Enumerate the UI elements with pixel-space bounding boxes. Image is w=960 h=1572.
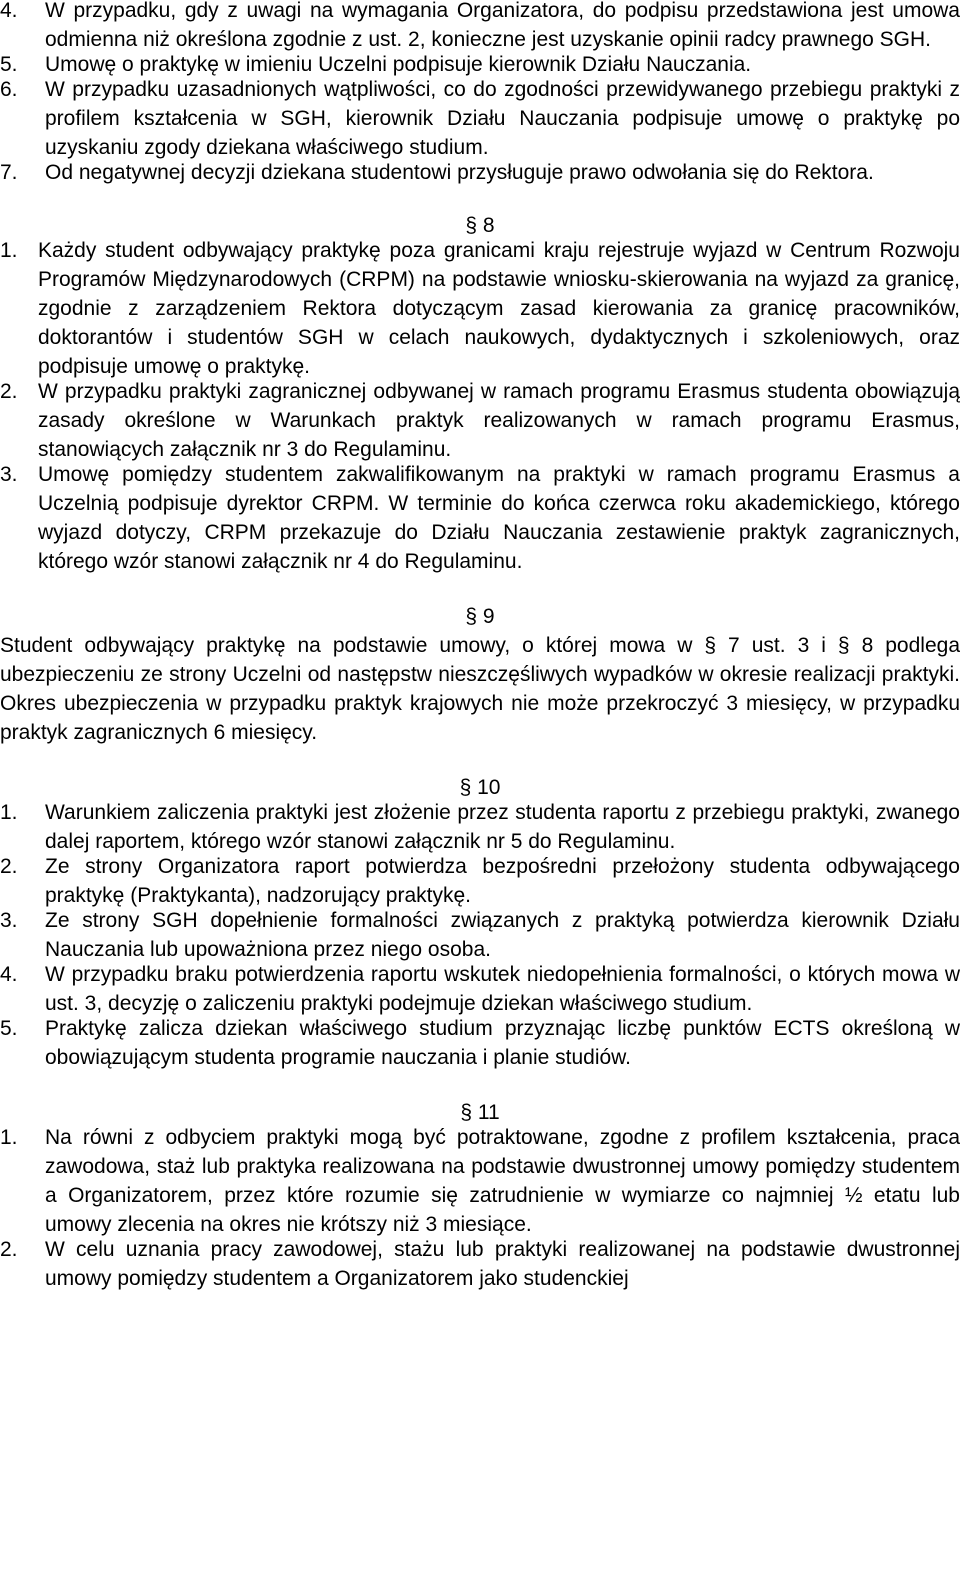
item-number: 7. xyxy=(0,161,18,184)
item-text: Od negatywnej decyzji dziekana studentowi przysługuje prawo odwołania się do Rektora. xyxy=(45,161,874,184)
item-number: 5. xyxy=(0,53,18,76)
item-text: Praktykę zalicza dziekan właściwego studium przyznając liczbę punktów ECTS określoną w obowiązującym studenta programie nauczania i planie studiów. xyxy=(45,1017,960,1069)
section-10 xyxy=(0,773,960,1072)
item-number: 3. xyxy=(0,909,18,932)
item-text: Ze strony Organizatora raport potwierdza bezpośredni przełożony studenta odbywającego praktykę (Praktykanta), nadzorujący praktykę. xyxy=(45,855,960,907)
item-text: W przypadku, gdy z uwagi na wymagania Organizatora, do podpisu przedstawiona jest umowa odmienna niż określona zgodnie z ust. 2, konieczne jest uzyskanie opinii radcy prawnego SGH. xyxy=(45,0,960,51)
list-item xyxy=(0,377,960,464)
list-item xyxy=(0,852,960,910)
section-paragraph: Student odbywający praktykę na podstawie umowy, o której mowa w § 7 ust. 3 i § 8 podlega ubezpieczeniu ze strony Uczelni od następstw nieszczęśliwych wypadków w okresie realizacji praktyki. Okres ubezpieczenia w przypadku praktyk krajowych nie może przekroczyć 3 miesięcy, w przypadku praktyk zagranicznych 6 miesięcy. xyxy=(0,634,960,744)
section-heading: § 8 xyxy=(465,214,495,237)
item-text: Ze strony SGH dopełnienie formalności związanych z praktyką potwierdza kierownik Działu Nauczania lub upoważniona przez niego osoba. xyxy=(45,909,960,961)
list-item xyxy=(0,906,960,964)
item-text: Umowę o praktykę w imieniu Uczelni podpisuje kierownik Działu Nauczania. xyxy=(45,53,752,76)
section-7-tail xyxy=(0,0,960,187)
list-item xyxy=(0,960,960,1018)
list-item xyxy=(0,1123,960,1239)
section-8 xyxy=(0,211,960,576)
list-item xyxy=(0,0,960,54)
item-text: Każdy student odbywający praktykę poza granicami kraju rejestruje wyjazd w Centrum Rozwoju Programów Międzynarodowych (CRPM) na podstawie wniosku-skierowania na wyjazd za granicę, zgodnie z zarządzeniem Rektora dotyczącym zasad kierowania za granicę pracowników, doktorantów i studentów SGH w celach naukowych, dydaktycznych i szkoleniowych, oraz podpisuje umowę o praktykę. xyxy=(38,239,960,378)
item-text: W celu uznania pracy zawodowej, stażu lub praktyki realizowanej na podstawie dwustronnej umowy pomiędzy studentem a Organizatorem jako studenckiej xyxy=(45,1238,960,1290)
item-text: W przypadku braku potwierdzenia raportu wskutek niedopełnienia formalności, o których mowa w ust. 3, decyzję o zaliczeniu praktyki podejmuje dziekan właściwego studium. xyxy=(45,963,960,1015)
section-11 xyxy=(0,1098,960,1293)
section-heading: § 9 xyxy=(465,605,495,628)
item-text: W przypadku uzasadnionych wątpliwości, co do zgodności przewidywanego przebiegu praktyki z profilem kształcenia w SGH, kierownik Działu Nauczania podpisuje umowę o praktykę po uzyskaniu zgody dziekana właściwego studium. xyxy=(45,78,960,159)
list-item xyxy=(0,1014,960,1072)
list-item xyxy=(0,798,960,856)
item-number: 5. xyxy=(0,1017,18,1040)
item-number: 2. xyxy=(0,380,18,403)
item-number: 2. xyxy=(0,855,18,878)
list-item xyxy=(0,236,960,381)
item-number: 6. xyxy=(0,78,18,101)
list-item xyxy=(0,158,960,187)
item-text: Warunkiem zaliczenia praktyki jest złożenie przez studenta raportu z przebiegu praktyki, zwanego dalej raportem, którego wzór stanowi załącznik nr 5 do Regulaminu. xyxy=(45,801,960,853)
list-item xyxy=(0,75,960,162)
list-item xyxy=(0,460,960,576)
item-number: 4. xyxy=(0,963,18,986)
item-number: 3. xyxy=(0,463,18,486)
list-item xyxy=(0,1235,960,1293)
section-heading: § 11 xyxy=(460,1101,500,1124)
section-9 xyxy=(0,602,960,747)
item-number: 2. xyxy=(0,1238,18,1261)
section-heading: § 10 xyxy=(459,776,501,799)
item-number: 4. xyxy=(0,0,18,22)
item-number: 1. xyxy=(0,239,18,262)
item-number: 1. xyxy=(0,1126,18,1149)
item-text: Na równi z odbyciem praktyki mogą być potraktowane, zgodne z profilem kształcenia, praca zawodowa, staż lub praktyka realizowana na podstawie dwustronnej umowy pomiędzy studentem a Organizatorem, przez które rozumie się zatrudnienie w wymiarze co najmniej ½ etatu lub umowy zlecenia na okres nie krótszy niż 3 miesiące. xyxy=(45,1126,960,1236)
item-text: W przypadku praktyki zagranicznej odbywanej w ramach programu Erasmus studenta obowiązują zasady określone w Warunkach praktyk realizowanych w ramach programu Erasmus, stanowiących załącznik nr 3 do Regulaminu. xyxy=(38,380,960,461)
item-number: 1. xyxy=(0,801,18,824)
item-text: Umowę pomiędzy studentem zakwalifikowanym na praktyki w ramach programu Erasmus a Uczelnią podpisuje dyrektor CRPM. W terminie do końca czerwca roku akademickiego, którego wyjazd dotyczy, CRPM przekazuje do Działu Nauczania zestawienie praktyk zagranicznych, którego wzór stanowi załącznik nr 4 do Regulaminu. xyxy=(38,463,960,573)
